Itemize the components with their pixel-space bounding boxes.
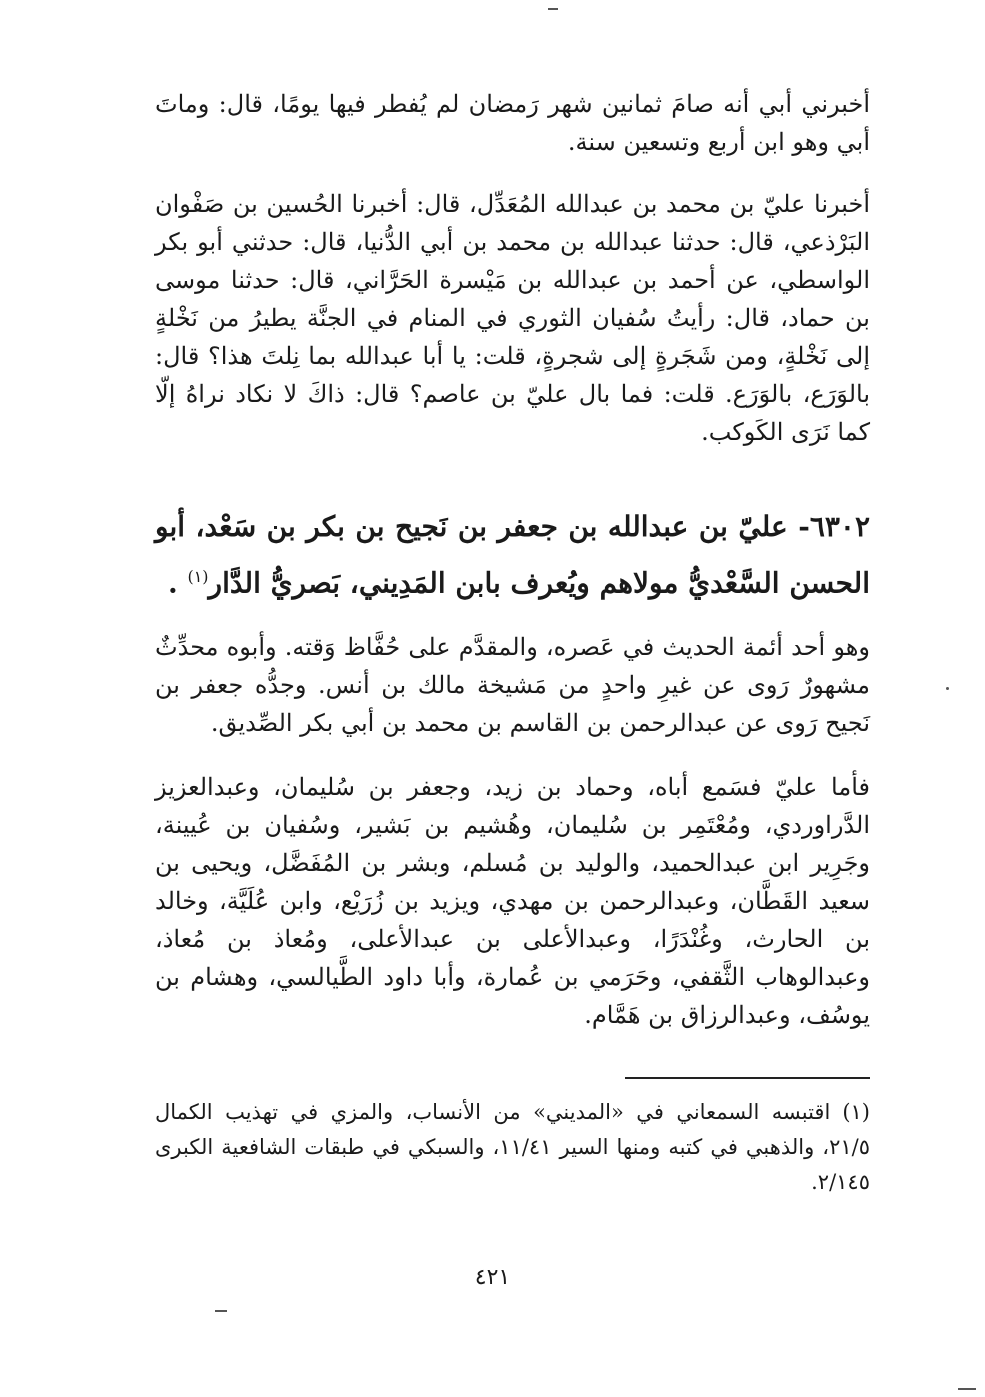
entry-heading-end: . (167, 566, 188, 600)
scan-mark-right (946, 687, 949, 690)
scan-mark-bottom-left (215, 1310, 227, 1312)
paragraph-narration-end: أخبرني أبي أنه صامَ ثمانين شهر رَمضان لم يُفطر فيها يومًا، قال: وماتَ أبي وهو ابن أربع وتسعين سنة. (155, 90, 870, 156)
page-number: ٤٢١ (474, 1265, 511, 1290)
entry-heading-text: ٦٣٠٢- عليّ بن عبدالله بن جعفر بن نَجيح بن بكر بن سَعْد، أبو الحسن السَّعْديُّ مولاهم ويُعرف بابن المَدِيني، بَصريُّ الدَّار (155, 510, 870, 600)
footnote (155, 1095, 870, 1200)
footnote-marker: (١) (842, 1100, 870, 1124)
footnote-text: اقتبسه السمعاني في «المديني» من الأنساب، والمزي في تهذيب الكمال ٢١/٥، والذهبي في كتبه ومنها السير ١١/٤١، والسبكي في طبقات الشافعية الكبرى ٢/١٤٥. (155, 1100, 870, 1194)
footnote-separator (625, 1077, 870, 1079)
biography-entry-heading (155, 502, 870, 608)
scan-mark-top (548, 8, 558, 10)
scan-mark-bottom-right (958, 1388, 976, 1390)
paragraph-teachers-list: فأما عليّ فسَمع أباه، وحماد بن زيد، وجعفر بن سُليمان، وعبدالعزيز الدَّراوردي، ومُعْتَمِر بن سُليمان، وهُشيم بن بَشير، وسُفيان بن عُيينة، وجَرِير ابن عبدالحميد، والوليد بن مُسلم، وبشر بن المُفَضَّل، ويحيى بن سعيد القَطَّان، وعبدالرحمن بن مهدي، ويزيد بن زُرَيْع، وابن عُلَيَّة، وخالد بن الحارث، وغُنْدَرًا، وعبدالأعلى بن عبدالأعلى، ومُعاذ بن مُعاذ، وعبدالوهاب الثَّقفي، وحَرَمي بن عُمارة، وأبا داود الطَّيالسي، وهشام بن يوسُف، وعبدالرزاق بن هَمَّام. (155, 773, 870, 1029)
footnote-reference[interactable]: (١) (187, 567, 209, 586)
paragraph-biography-intro: وهو أحد أئمة الحديث في عَصره، والمقدَّم على حُفَّاظ وَقته. وأبوه محدِّثٌ مشهورٌ رَوى عن غيرِ واحدٍ من مَشيخة مالك بن أنس. وجدُّه جعفر بن نَجيح رَوى عن عبدالرحمن بن القاسم بن محمد بن أبي بكر الصِّديق. (155, 633, 870, 737)
paragraph-dream-narration: أخبرنا عليّ بن محمد بن عبدالله المُعَدِّل، قال: أخبرنا الحُسين بن صَفْوان البَرْذعي، قال: حدثنا عبدالله بن محمد بن أبي الدُّنيا، قال: حدثني أبو بكر الواسطي، عن أحمد بن عبدالله بن مَيْسرة الحَرَّاني، قال: حدثنا موسى بن حماد، قال: رأيتُ سُفيان الثوري في المنام في الجنَّة يطيرُ من نَخْلةٍ إلى نَخْلةٍ، ومن شَجَرةٍ إلى شجرةٍ، قلت: يا أبا عبدالله بما نِلتَ هذا؟ قال: بالوَرَع، بالوَرَع. قلت: فما بال عليّ بن عاصم؟ قال: ذاكَ لا نكاد نراهُ إلّا كما نَرَى الكَوكب. (155, 190, 871, 446)
